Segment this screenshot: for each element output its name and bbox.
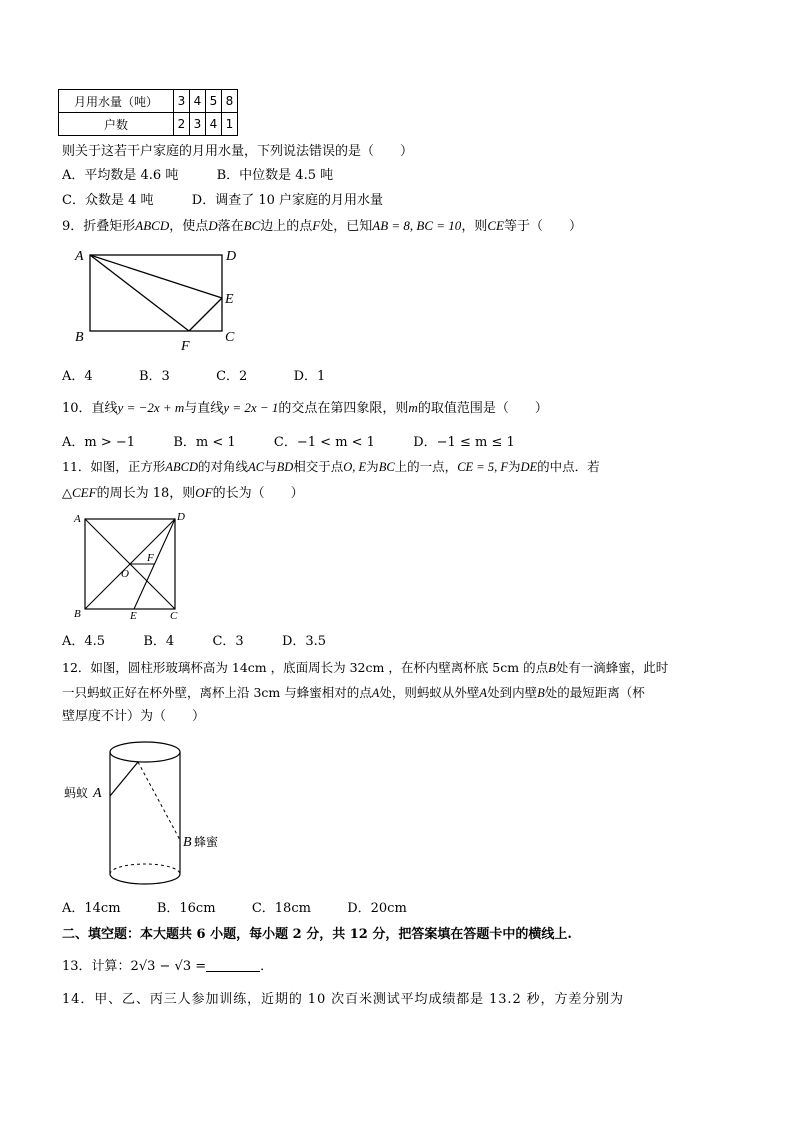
q9-text: ，使点 xyxy=(169,219,209,234)
q10-text: 的交点在第四象限，则 xyxy=(278,401,409,416)
q10-stem xyxy=(62,399,548,418)
table-cell: 3 xyxy=(190,113,206,136)
q11-square-figure xyxy=(70,508,190,623)
q11-var: CE = 5, F xyxy=(457,460,508,474)
q11-text: 为 xyxy=(366,459,379,474)
q12-var: A xyxy=(371,686,380,700)
label-d: D xyxy=(226,249,237,264)
segment-ae xyxy=(90,255,222,298)
q12-options xyxy=(62,900,407,918)
ant-label: 蚂蚁 xyxy=(64,786,89,800)
cylinder-bottom-back xyxy=(110,864,180,874)
q10-option-c: C．−1 < m < 1 xyxy=(273,435,375,450)
q8-options-row2 xyxy=(62,192,383,210)
label-b: B xyxy=(183,835,192,850)
q13-text: 13．计算： xyxy=(62,959,131,974)
q9-options xyxy=(62,368,325,386)
rectangle-abcd xyxy=(90,255,222,331)
path-rim-to-b xyxy=(138,762,180,840)
q10-text: 10．直线 xyxy=(62,401,118,416)
q10-var: m xyxy=(408,400,418,415)
table-header-households: 户数 xyxy=(59,113,174,136)
q11-var: O, E xyxy=(343,460,367,474)
q11-var: ABCD xyxy=(165,460,199,474)
label-e: E xyxy=(130,610,137,622)
q10-option-a: A．m > −1 xyxy=(62,435,136,450)
q9-var: D xyxy=(208,218,218,233)
segment-fe xyxy=(189,298,222,331)
q12-option-c: C．18cm xyxy=(251,901,311,916)
q9-text: ，则 xyxy=(461,219,488,234)
q9-stem xyxy=(62,217,582,236)
label-c: C xyxy=(225,330,235,345)
label-o: O xyxy=(121,568,129,580)
q12-cylinder-figure xyxy=(60,734,250,892)
q11-option-a: A．4.5 xyxy=(62,634,106,649)
q13-answer-blank[interactable] xyxy=(206,959,260,972)
q10-option-d: D．−1 ≤ m ≤ 1 xyxy=(413,435,515,450)
table-header-usage: 月用水量（吨） xyxy=(59,90,174,113)
cylinder-bottom-front xyxy=(110,874,180,884)
q11-options xyxy=(62,633,326,651)
q10-text: 的取值范围是（ ） xyxy=(417,401,548,416)
q9-text: 处，已知 xyxy=(320,219,373,234)
q9-text: 等于（ ） xyxy=(503,219,582,234)
q9-text: 落在 xyxy=(217,219,244,234)
q11-var: DE xyxy=(520,460,538,474)
table-cell: 8 xyxy=(222,90,238,113)
q9-var: CE xyxy=(487,218,504,233)
q12-option-b: B．16cm xyxy=(156,901,216,916)
path-a-to-rim xyxy=(110,762,138,796)
q12-var: B xyxy=(537,686,545,700)
q11-text: 与 xyxy=(264,459,277,474)
q11-stem-line2 xyxy=(62,484,304,503)
q10-line1: y = −2x + m xyxy=(117,400,185,415)
q11-stem-line1 xyxy=(62,458,600,476)
q11-text: 11．如图，正方形 xyxy=(62,459,166,474)
q12-option-a: A．14cm xyxy=(62,901,121,916)
label-d: D xyxy=(177,511,185,523)
q11-text: △ xyxy=(62,486,72,501)
q12-text: 一只蚂蚁正好在杯外壁，离杯上沿 3cm 与蜂蜜相对的点 xyxy=(62,685,372,700)
table-row xyxy=(59,90,238,113)
table-cell: 4 xyxy=(206,113,222,136)
q11-var: AC xyxy=(248,460,265,474)
q11-text: 的中点．若 xyxy=(537,459,600,474)
q13-expression: 2√3 − √3 = xyxy=(130,959,207,974)
q11-var: BC xyxy=(378,460,395,474)
q14-stem: 14．甲、乙、丙三人参加训练，近期的 10 次百米测试平均成绩都是 13.2 秒，方差分别为 xyxy=(62,992,624,1007)
cylinder-top xyxy=(110,742,180,762)
q8-options-row1 xyxy=(62,167,333,185)
q8-stem: 则关于这若干户家庭的月用水量，下列说法错误的是（ ） xyxy=(62,144,414,159)
table-cell: 5 xyxy=(206,90,222,113)
segment-af xyxy=(90,255,189,331)
label-f: F xyxy=(147,552,154,564)
q11-option-c: C．3 xyxy=(212,634,244,649)
label-c: C xyxy=(170,610,178,622)
q9-text: 9．折叠矩形 xyxy=(62,219,136,234)
q9-option-d: D．1 xyxy=(293,369,326,384)
q12-var: A xyxy=(479,686,488,700)
q9-given: AB = 8, BC = 10 xyxy=(372,218,462,233)
q12-stem-line3: 壁厚度不计）为（ ） xyxy=(62,709,206,724)
label-f: F xyxy=(181,339,190,354)
label-a: A xyxy=(74,513,81,525)
q12-text: 处，则蚂蚁从外壁 xyxy=(379,685,480,700)
q13-text: ． xyxy=(260,959,274,974)
q11-var: CEF xyxy=(72,485,97,500)
q11-text: 为 xyxy=(507,459,521,474)
q12-option-d: D．20cm xyxy=(347,901,407,916)
q12-stem-line2 xyxy=(62,684,645,702)
q8-option-b: B．中位数是 4.5 吨 xyxy=(216,168,334,183)
q10-options xyxy=(62,434,515,452)
label-a: A xyxy=(93,786,102,801)
table-cell: 2 xyxy=(174,113,190,136)
water-usage-table xyxy=(58,89,238,136)
q11-var: OF xyxy=(195,485,213,500)
q11-text: 的对角线 xyxy=(198,459,249,474)
table-row xyxy=(59,113,238,136)
q10-line2: y = 2x − 1 xyxy=(223,400,279,415)
q9-text: 边上的点 xyxy=(260,219,313,234)
table-cell: 3 xyxy=(174,90,190,113)
q11-option-d: D．3.5 xyxy=(281,634,327,649)
q12-stem-line1 xyxy=(62,659,668,677)
q12-var: B xyxy=(548,661,556,675)
q9-rectangle-figure xyxy=(70,243,250,355)
q11-text: 上的一点， xyxy=(394,459,458,474)
q11-text: 的周长为 18，则 xyxy=(96,486,196,501)
table-cell: 1 xyxy=(222,113,238,136)
q11-option-b: B．4 xyxy=(143,634,175,649)
q9-var: ABCD xyxy=(135,218,170,233)
q8-option-c: C．众数是 4 吨 xyxy=(62,193,154,208)
q12-text: 处到内壁 xyxy=(487,685,538,700)
q13-stem xyxy=(62,958,273,976)
label-b: B xyxy=(75,330,84,345)
q9-option-a: A．4 xyxy=(62,369,93,384)
q8-option-d: D．调查了 10 户家庭的月用水量 xyxy=(191,193,383,208)
q10-option-b: B．m < 1 xyxy=(173,435,236,450)
q9-option-b: B．3 xyxy=(138,369,170,384)
q11-text: 的长为（ ） xyxy=(212,486,304,501)
q9-var: BC xyxy=(243,218,261,233)
table-cell: 4 xyxy=(190,90,206,113)
label-e: E xyxy=(225,292,234,307)
q9-option-c: C．2 xyxy=(216,369,248,384)
q11-var: BD xyxy=(276,460,294,474)
q9-var: F xyxy=(312,218,321,233)
honey-label: 蜂蜜 xyxy=(194,835,219,849)
label-a: A xyxy=(75,249,84,264)
label-b: B xyxy=(74,608,81,620)
q10-text: 与直线 xyxy=(184,401,224,416)
q12-text: 处有一滴蜂蜜，此时 xyxy=(555,660,669,675)
q12-text: 12．如图，圆柱形玻璃杯高为 14cm ，底面周长为 32cm ，在杯内壁离杯底 5cm 的点 xyxy=(62,660,549,675)
q11-text: 相交于点 xyxy=(293,459,344,474)
section2-title: 二、填空题：本大题共 6 小题，每小题 2 分，共 12 分，把答案填在答题卡中的横线上. xyxy=(62,927,572,942)
q12-text: 处的最短距离（杯 xyxy=(544,685,645,700)
q8-option-a: A．平均数是 4.6 吨 xyxy=(62,168,179,183)
